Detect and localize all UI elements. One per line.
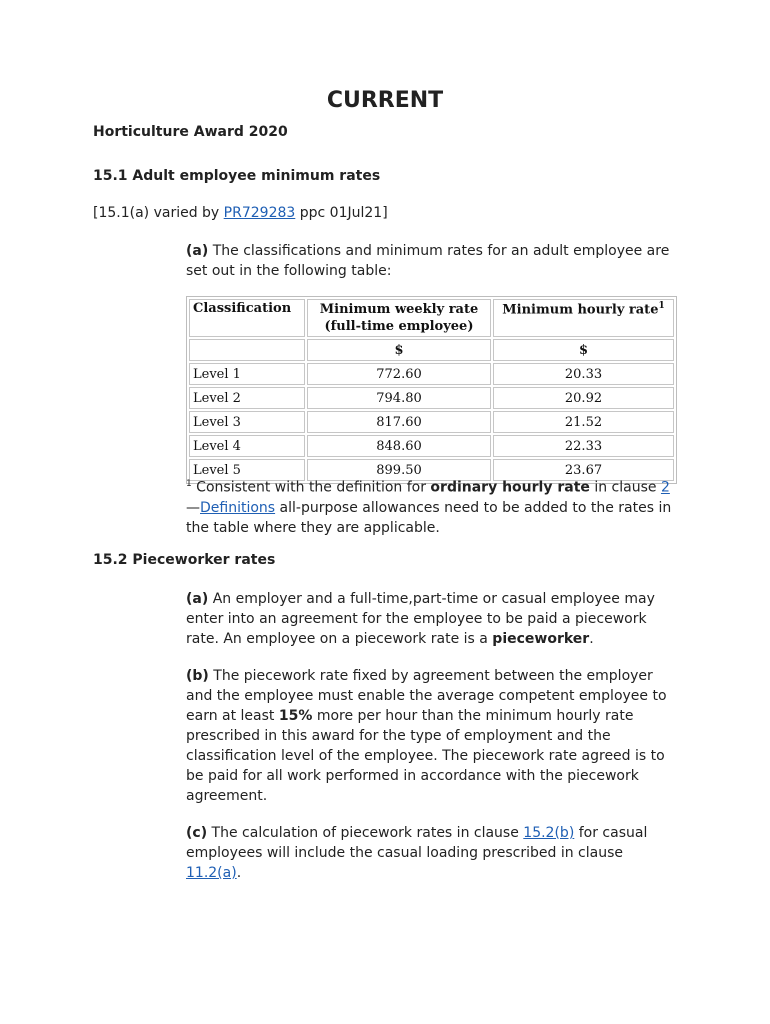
- unit-cell: $: [307, 339, 491, 361]
- minimum-rates-table: [186, 296, 677, 484]
- paragraph-15-2-a: [186, 589, 676, 649]
- variation-suffix: ppc 01Jul21]: [295, 205, 388, 221]
- column-header-weekly-rate: Minimum weekly rate (full-time employee): [307, 299, 491, 337]
- hourly-rate-label: Minimum hourly rate: [502, 302, 659, 318]
- table-row: [189, 387, 674, 409]
- column-header-hourly-rate: [493, 299, 674, 337]
- paragraph-text: for casual employees will include the casual loading prescribed in clause: [186, 825, 648, 861]
- table-header-row: [189, 299, 674, 337]
- table-footnote: [186, 474, 676, 538]
- variation-prefix: [15.1(a) varied by: [93, 205, 224, 221]
- paragraph-text: The classifications and minimum rates for an adult employee are set out in the following table:: [186, 243, 670, 279]
- footnote-text: in clause: [589, 479, 661, 496]
- clause-2-link[interactable]: 2: [660, 479, 670, 496]
- clause-15-2-b-link[interactable]: 15.2(b): [523, 825, 575, 841]
- hourly-rate-cell: 21.52: [493, 411, 674, 433]
- section-15-2-heading: 15.2 Pieceworker rates: [93, 552, 276, 568]
- variation-note: [93, 205, 388, 221]
- weekly-rate-cell: 817.60: [307, 411, 491, 433]
- classification-cell: Level 5: [189, 459, 305, 481]
- classification-cell: Level 4: [189, 435, 305, 457]
- unit-cell: [189, 339, 305, 361]
- clause-marker: (a): [186, 591, 209, 607]
- footnote-bold-term: ordinary hourly rate: [430, 479, 590, 496]
- footnote-ref: 1: [658, 301, 665, 311]
- paragraph-15-1-a: [186, 241, 676, 281]
- clause-marker: (a): [186, 243, 209, 259]
- clause-marker: (b): [186, 668, 209, 684]
- paragraph-text: An employer and a full-time,part-time or casual employee may enter into an agreement for the employee to be paid a piecework rate. An employee on a piecework rate is a: [186, 591, 655, 647]
- bold-term: pieceworker: [492, 631, 590, 647]
- column-header-classification: Classification: [189, 299, 305, 337]
- table-row: [189, 363, 674, 385]
- clause-marker: (c): [186, 825, 208, 841]
- table-units-row: [189, 339, 674, 361]
- weekly-rate-cell: 794.80: [307, 387, 491, 409]
- hourly-rate-cell: 22.33: [493, 435, 674, 457]
- hourly-rate-cell: 20.92: [493, 387, 674, 409]
- paragraph-text: The calculation of piecework rates in clause: [207, 825, 524, 841]
- footnote-text: all-purpose allowances need to be added to the rates in the table where they are applicable.: [186, 499, 672, 536]
- footnote-dash: —: [186, 499, 200, 516]
- hourly-rate-cell: 20.33: [493, 363, 674, 385]
- paragraph-text: The piecework rate fixed by agreement between the employer and the employee must enable the average competent employee to earn at least: [186, 668, 667, 724]
- table-row: [189, 411, 674, 433]
- classification-cell: Level 1: [189, 363, 305, 385]
- bold-term: 15%: [278, 708, 313, 724]
- table-row: [189, 435, 674, 457]
- paragraph-end: .: [236, 865, 242, 881]
- definitions-link[interactable]: Definitions: [200, 499, 276, 516]
- weekly-rate-cell: 772.60: [307, 363, 491, 385]
- paragraph-end: .: [589, 631, 594, 647]
- footnote-text: Consistent with the definition for: [191, 479, 431, 496]
- weekly-rate-cell: 848.60: [307, 435, 491, 457]
- unit-cell: $: [493, 339, 674, 361]
- weekly-rate-cell: 899.50: [307, 459, 491, 481]
- award-name: Horticulture Award 2020: [93, 124, 288, 140]
- pr729283-link[interactable]: PR729283: [223, 205, 296, 221]
- page-title: CURRENT: [326, 88, 444, 113]
- section-15-1-heading: 15.1 Adult employee minimum rates: [93, 168, 381, 184]
- paragraph-15-2-c: [186, 823, 676, 883]
- clause-11-2-a-link[interactable]: 11.2(a): [186, 865, 237, 881]
- hourly-rate-cell: 23.67: [493, 459, 674, 481]
- classification-cell: Level 2: [189, 387, 305, 409]
- paragraph-text: more per hour than the minimum hourly rate prescribed in this award for the type of employment and the classification level of the employee. The piecework rate agreed is to be paid for all work performed in accordance with the piecework agreement.: [186, 708, 665, 804]
- classification-cell: Level 3: [189, 411, 305, 433]
- paragraph-15-2-b: [186, 666, 676, 806]
- footnote-marker: 1: [186, 479, 192, 489]
